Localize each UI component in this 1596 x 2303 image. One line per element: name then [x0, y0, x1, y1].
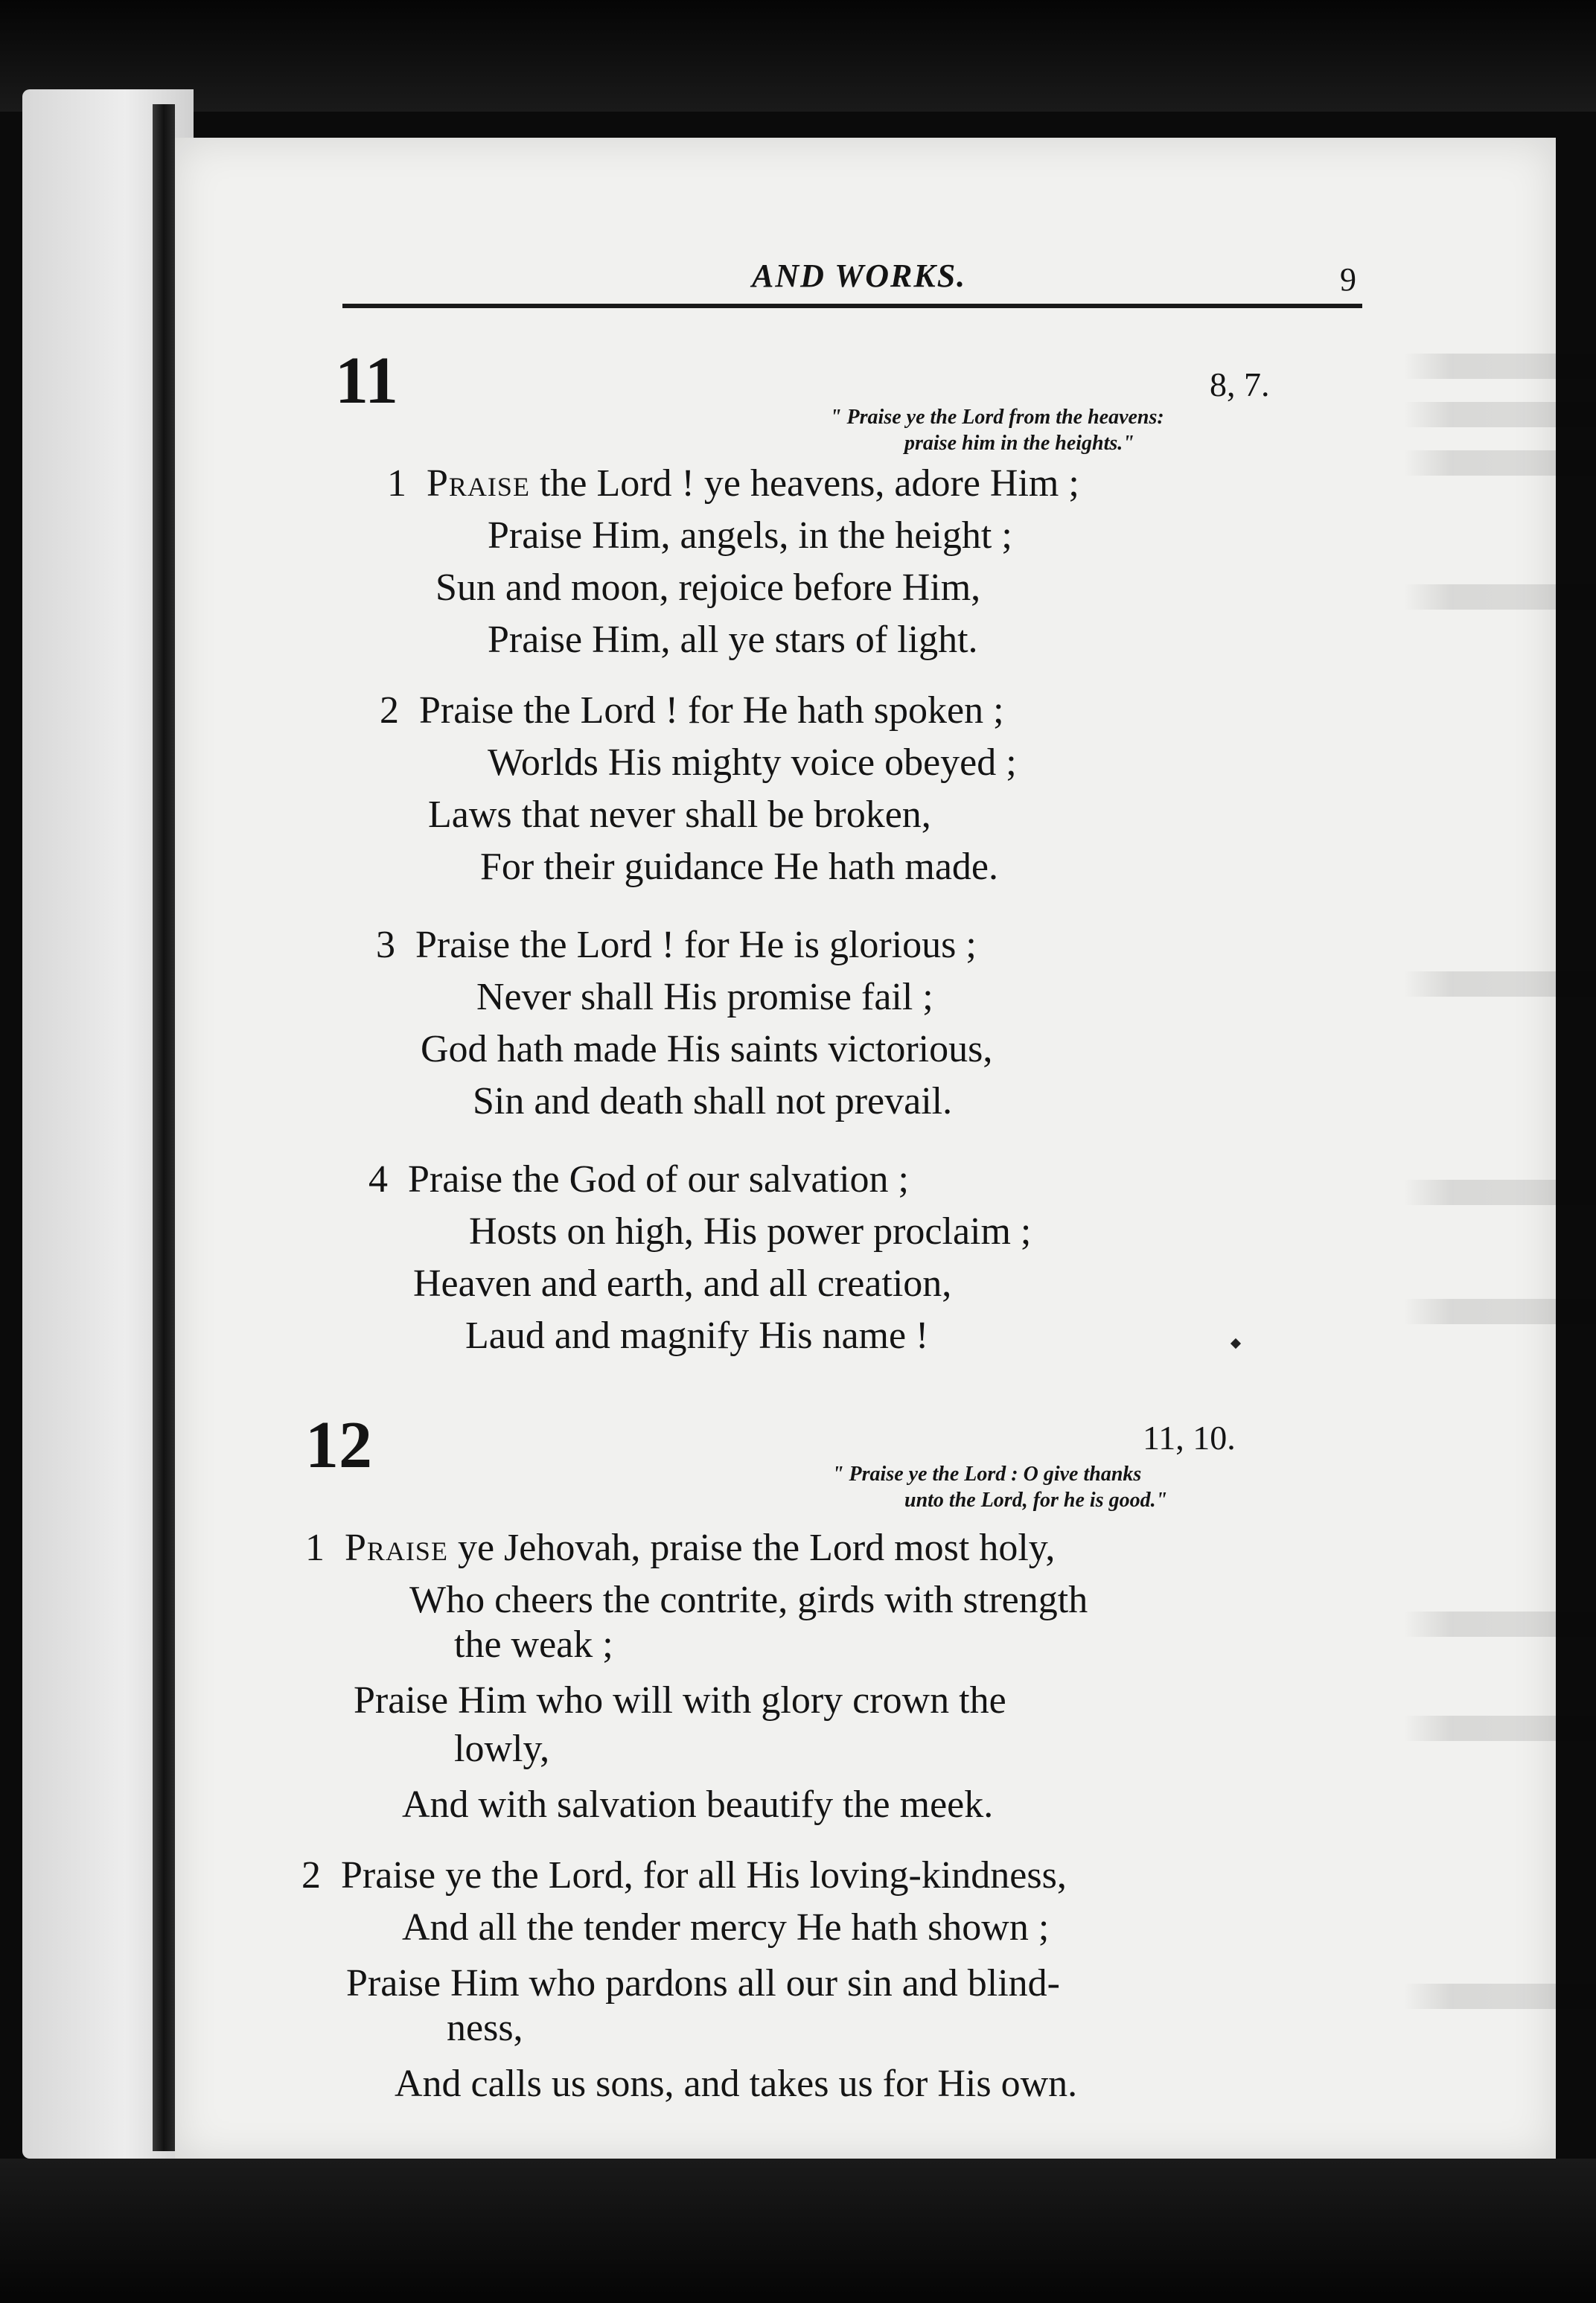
verse-line: Hosts on high, His power proclaim ; [469, 1210, 1032, 1253]
verse-line: 4 Praise the God of our salvation ; [368, 1158, 909, 1201]
verse-number: 1 [305, 1527, 325, 1569]
verse-line: For their guidance He hath made. [480, 846, 998, 888]
bleed-through [1403, 1984, 1596, 2009]
verse-line: Laws that never shall be broken, [428, 793, 931, 836]
verse-line: Who cheers the contrite, girds with strength [409, 1579, 1088, 1621]
verse-line: 2 Praise ye the Lord, for all His loving-kindness, [301, 1854, 1067, 1897]
hymn-epigraph-line: " Praise ye the Lord from the heavens: [830, 406, 1164, 429]
verse-line: Praise Him who will with glory crown the [354, 1679, 1006, 1722]
hymn-number: 12 [305, 1408, 372, 1482]
hymn-epigraph-line: " Praise ye the Lord : O give thanks [832, 1463, 1142, 1486]
verse-line: Sin and death shall not prevail. [473, 1080, 953, 1122]
verse-line: the weak ; [454, 1623, 613, 1666]
book-gutter [153, 104, 175, 2151]
bleed-through [1403, 584, 1596, 610]
hymn-epigraph-line: unto the Lord, for he is good." [904, 1489, 1168, 1512]
bleed-through [1403, 971, 1596, 997]
verse-number: 2 [380, 689, 399, 732]
verse-line: Laud and magnify His name ! [465, 1315, 929, 1357]
verse-first-word: Praise [345, 1527, 448, 1569]
verse-line: Worlds His mighty voice obeyed ; [488, 741, 1017, 784]
bleed-through [1403, 450, 1596, 476]
header-rule [342, 304, 1362, 308]
bleed-through [1403, 354, 1596, 379]
bleed-through [1403, 1299, 1596, 1324]
verse-line: lowly, [454, 1728, 550, 1770]
hymn-epigraph-line: praise him in the heights." [904, 432, 1134, 455]
verse-line: 1 Praise ye Jehovah, praise the Lord most holy, [305, 1527, 1056, 1569]
running-head: AND WORKS. [752, 258, 967, 294]
verse-number: 1 [387, 462, 406, 505]
verse-line: And all the tender mercy He hath shown ; [402, 1906, 1050, 1949]
verse-line: God hath made His saints victorious, [421, 1028, 993, 1070]
verse-line: Praise Him, angels, in the height ; [488, 514, 1012, 557]
verse-number: 3 [376, 924, 395, 966]
verse-line: Heaven and earth, and all creation, [413, 1262, 952, 1305]
hymn-meter: 11, 10. [1143, 1419, 1236, 1457]
verse-line: ness, [447, 2007, 523, 2049]
hymn-number: 11 [335, 344, 399, 418]
verse-number: 2 [301, 1854, 321, 1897]
verse-line: And calls us sons, and takes us for His own. [395, 2063, 1078, 2105]
verse-number: 4 [368, 1158, 388, 1201]
hymn-meter: 8, 7. [1210, 365, 1270, 403]
verse-first-word: Praise [427, 462, 530, 505]
verse-line: Praise Him, all ye stars of light. [488, 619, 978, 661]
verse-line: Never shall His promise fail ; [476, 976, 933, 1018]
verse-line: Sun and moon, rejoice before Him, [435, 566, 981, 609]
page-number: 9 [1340, 261, 1356, 298]
scan-border-top [0, 0, 1596, 112]
verse-line: 1 Praise the Lord ! ye heavens, adore Him ; [387, 462, 1079, 505]
bleed-through [1403, 1180, 1596, 1205]
bleed-through [1403, 1716, 1596, 1741]
verse-line: 3 Praise the Lord ! for He is glorious ; [376, 924, 977, 966]
bleed-through [1403, 402, 1596, 427]
verse-line: 2 Praise the Lord ! for He hath spoken ; [380, 689, 1004, 732]
verse-line: Praise Him who pardons all our sin and blind- [346, 1962, 1060, 2005]
bleed-through [1403, 1612, 1596, 1637]
verse-line: And with salvation beautify the meek. [402, 1783, 994, 1826]
scan-border-bottom [0, 2159, 1596, 2303]
